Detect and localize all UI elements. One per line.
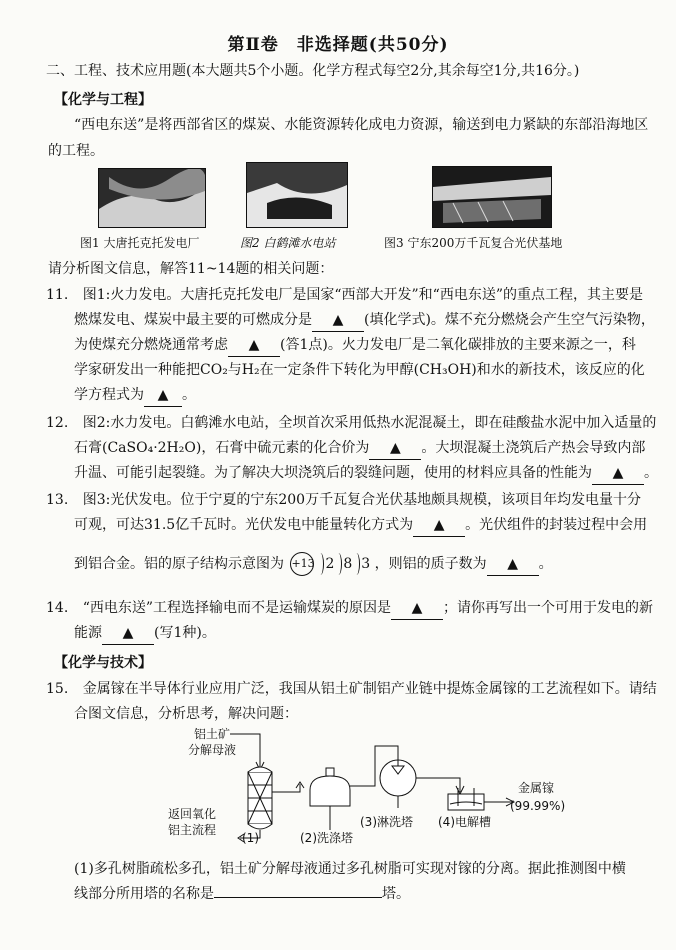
product-purity: (99.99%) xyxy=(510,799,566,813)
q13-number: 13. xyxy=(46,492,69,508)
q11-blank-3[interactable]: ▲ xyxy=(144,384,182,407)
electrolytic-cell xyxy=(448,788,484,810)
q11-line-1: 11. 图1:火力发电。大唐托克托发电厂是国家“西部大开发”和“西电东送”的重点工程，其主要是 xyxy=(46,287,643,303)
figure-2-caption: 图2 白鹤滩水电站 xyxy=(240,236,336,250)
step-1-label: (1) xyxy=(242,831,259,845)
q11-line-3: 为使煤充分燃烧通常考虑 ▲ (答1点)。火力发电厂是二氧化碳排放的主要来源之一，科 xyxy=(74,334,636,357)
q15-line-2: 合图文信息，分析思考，解决问题： xyxy=(74,706,298,722)
q14-line-2: 能源 ▲ (写1种)。 xyxy=(74,622,216,645)
intro-line-1: “西电东送”是将西部省区的煤炭、水能资源转化成电力资源，输送到电力紧缺的东部沿海地区 xyxy=(74,117,649,133)
q13-blank-2[interactable]: ▲ xyxy=(487,553,539,576)
q15-number: 15. xyxy=(46,681,69,697)
q13-line-3: 到铝合金。铝的原子结构示意图为 +13 2 8 3 ，则铝的质子数为 ▲ 。 xyxy=(74,552,553,576)
shell-1-electrons: 2 xyxy=(325,556,335,572)
q13-blank-1[interactable]: ▲ xyxy=(413,514,465,537)
q15-sub1-line-2: 线部分所用塔的名称是 塔。 xyxy=(74,886,410,902)
resin-column xyxy=(248,767,272,829)
gallium-process-flow xyxy=(160,726,580,850)
return-label-1: 返回氧化 xyxy=(168,807,217,821)
figure-2-photo xyxy=(246,162,348,228)
product-label: 金属镓 xyxy=(518,781,555,795)
q11-line-2: 燃煤发电、煤炭中最主要的可燃成分是 ▲ (填化学式)。煤不充分燃烧会产生空气污染物， xyxy=(74,309,655,332)
section-title: 第Ⅱ卷 非选择题(共50分) xyxy=(227,35,449,55)
q14-number: 14. xyxy=(46,600,69,616)
intro-line-2: 的工程。 xyxy=(48,143,104,159)
q15-sub1-blank[interactable] xyxy=(214,897,382,898)
shell-3-electrons: 3 xyxy=(361,556,371,572)
return-label-2: 铝主流程 xyxy=(168,823,217,837)
q14-line-1: 14. “西电东送”工程选择输电而不是运输煤炭的原因是 ▲ ；请你再写出一个可用于发电的新 xyxy=(46,597,653,620)
shell-2-electrons: 8 xyxy=(343,556,353,572)
elution-tower xyxy=(380,754,416,808)
q12-blank-1[interactable]: ▲ xyxy=(369,437,421,460)
washing-tower xyxy=(310,768,350,818)
aluminum-atom-diagram xyxy=(288,556,374,572)
instruction: 请分析图文信息，解答11~14题的相关问题： xyxy=(48,261,334,277)
section-heading: 二、工程、技术应用题(本大题共5个小题。化学方程式每空2分,其余每空1分,共16分。) xyxy=(46,63,580,79)
q12-line-1: 12. 图2:水力发电。白鹤滩水电站，全坝首次采用低热水泥混凝土，即在硅酸盐水泥中加入适量的 xyxy=(46,415,657,431)
q12-number: 12. xyxy=(46,415,69,431)
step-3-label: (3)淋洗塔 xyxy=(360,815,413,829)
q11-line-4: 学家研发出一种能把CO₂与H₂在一定条件下转化为甲醇(CH₃OH)和水的新技术，该反应的化 xyxy=(74,362,645,378)
atom-nucleus: +13 xyxy=(290,552,314,576)
step-2-label: (2)洗涤塔 xyxy=(300,831,353,845)
q11-number: 11. xyxy=(46,287,69,303)
chem-eng-header: 【化学与工程】 xyxy=(54,92,152,108)
q13-line-2: 可观，可达31.5亿千瓦时。光伏发电中能量转化方式为 ▲ 。光伏组件的封装过程中会用 xyxy=(74,514,647,537)
q12-line-2: 石膏(CaSO₄·2H₂O)，石膏中硫元素的化合价为 ▲ 。大坝混凝土浇筑后产热会导致内部 xyxy=(74,437,645,460)
q15-line-1: 15. 金属镓在半导体行业应用广泛，我国从铝土矿制铝产业链中提炼金属镓的工艺流程如下。请结 xyxy=(46,681,657,697)
q11-blank-2[interactable]: ▲ xyxy=(228,334,280,357)
feed-label-1: 铝土矿 xyxy=(194,727,231,741)
feed-label-2: 分解母液 xyxy=(188,743,237,757)
figure-1-photo xyxy=(98,168,206,228)
q12-line-3: 升温、可能引起裂缝。为了解决大坝浇筑后的裂缝问题，使用的材料应具备的性能为 ▲ 。 xyxy=(74,462,658,485)
chem-tech-header: 【化学与技术】 xyxy=(54,655,152,671)
q15-sub1-line-1: (1)多孔树脂疏松多孔，铝土矿分解母液通过多孔树脂可实现对镓的分离。据此推测图中横 xyxy=(74,861,626,877)
q14-blank-1[interactable]: ▲ xyxy=(391,597,443,620)
figure-3-caption: 图3 宁东200万千瓦复合光伏基地 xyxy=(384,236,563,250)
figure-1-caption: 图1 大唐托克托发电厂 xyxy=(80,236,200,250)
figure-3-photo xyxy=(432,166,552,228)
q11-blank-1[interactable]: ▲ xyxy=(312,309,364,332)
q14-blank-2[interactable]: ▲ xyxy=(102,622,154,645)
q13-line-1: 13. 图3:光伏发电。位于宁夏的宁东200万千瓦复合光伏基地颇具规模，该项目年均发电量十分 xyxy=(46,492,642,508)
step-4-label: (4)电解槽 xyxy=(438,815,491,829)
q11-line-5: 学方程式为 ▲ 。 xyxy=(74,384,196,407)
q12-blank-2[interactable]: ▲ xyxy=(592,462,644,485)
